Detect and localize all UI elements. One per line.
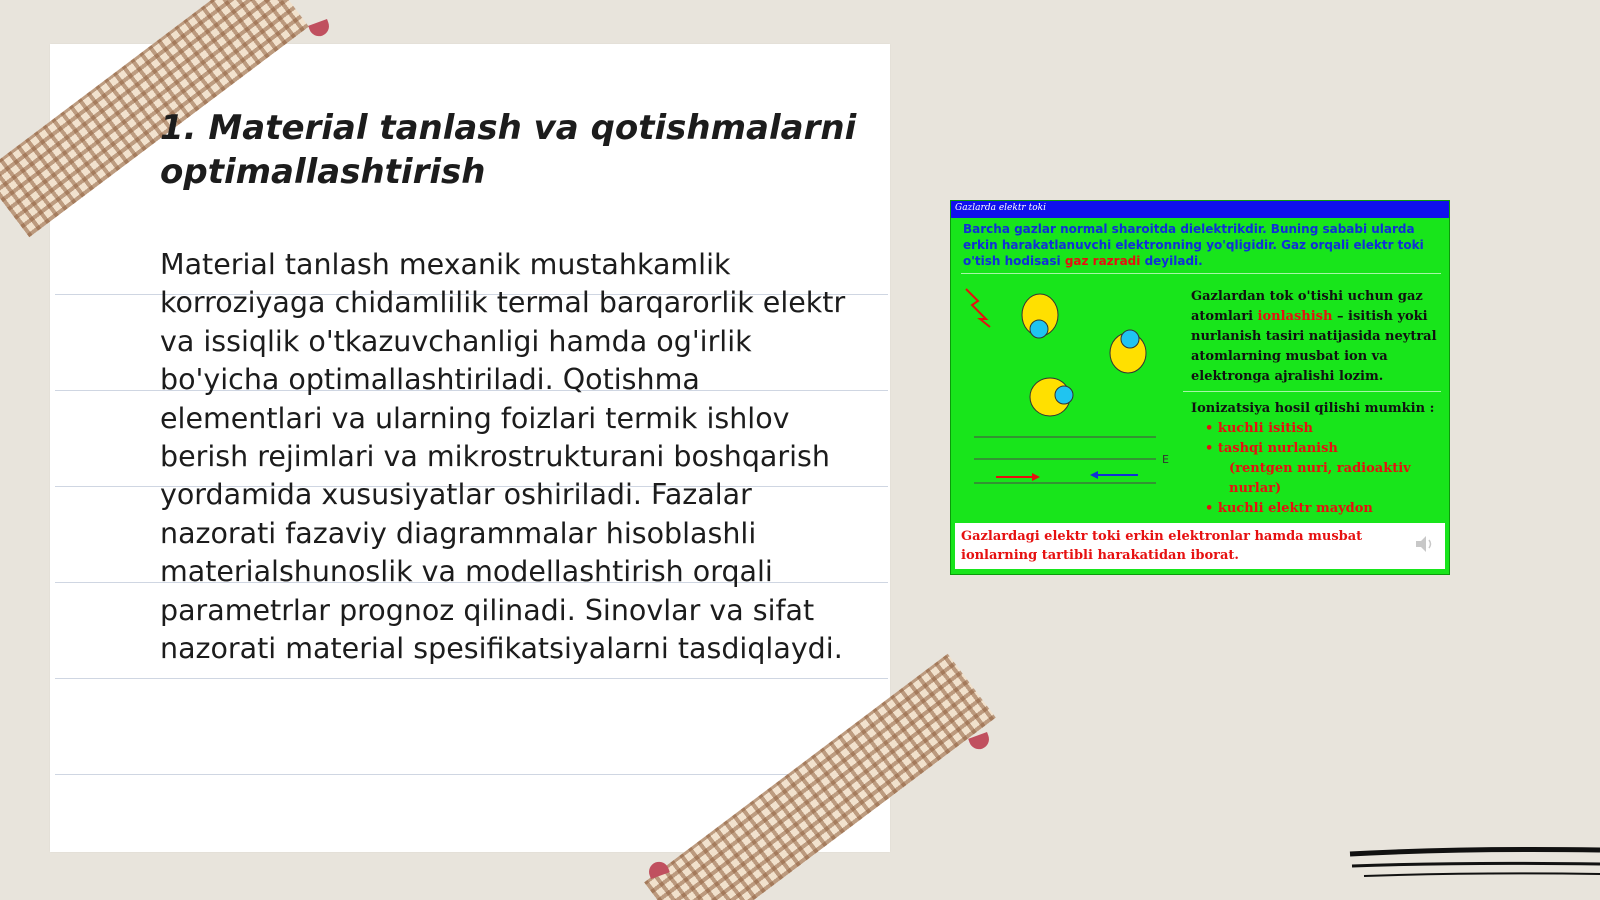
ion-atom [1022, 294, 1058, 338]
figure-intro [963, 221, 1441, 269]
ionization-list [1191, 419, 1443, 519]
field-label: E [1162, 453, 1169, 466]
figure-footer-text: Gazlardagi elektr toki erkin elektronlar hamda musbat ionlarning tartibli harakatidan iborat. [961, 529, 1363, 563]
figure-intro-highlight: gaz razradi [1064, 254, 1141, 268]
electron-arrow [996, 473, 1040, 481]
paper-rule [55, 678, 888, 679]
ionization-sources [1191, 399, 1443, 519]
figure-footer [955, 523, 1445, 569]
figure-header: Gazlarda elektr toki [951, 201, 1449, 218]
slide-body-text: Material tanlash mexanik mustahkamlik korroziyaga chidamlilik termal barqarorlik elektr va issiqlik o'tkazuvchanligi hamda og'irlik bo'yicha optimallashtiriladi. Qotishma elementlari va ularning foizlari termik ishlov berish rejimlari va mikrostrukturani boshqarish yordamida xususiyatlar oshiriladi. Fazalar nazorati fazaviy diagrammalar hisoblashli materialshunoslik va modellashtirish orqali parametrlar prognoz qilinadi. Sinovlar va sifat nazorati material spesifikatsiyalarni tasdiqlaydi. [160, 248, 846, 666]
ionization-sources-title: Ionizatsiya hosil qilishi mumkin : [1191, 401, 1435, 416]
gas-discharge-figure [950, 200, 1450, 575]
list-item: • kuchli isitish [1205, 419, 1443, 439]
pin-decoration [308, 19, 332, 39]
ionization-explanation [1191, 287, 1443, 387]
ionization-highlight: ionlashish [1257, 309, 1333, 324]
ion-atom [1110, 330, 1146, 373]
ionization-text-tail: – isitish yoki nurlanish tasiri natijasida neytral atomlarning musbat ion va elektronga ajralishi lozim. [1191, 309, 1437, 384]
ionization-text: Gazlardan tok o'tishi uchun gaz atomlari [1191, 289, 1423, 324]
figure-intro-tail: deyiladi. [1144, 254, 1203, 268]
list-item-note: (rentgen nuri, radioaktiv nurlar) [1229, 461, 1411, 496]
lightning-icon [966, 289, 990, 327]
brush-stroke-decoration [1340, 840, 1600, 890]
ion-atom [1030, 378, 1073, 416]
figure-divider [961, 273, 1441, 274]
paper-rule [55, 774, 888, 775]
ion-arrow [1090, 471, 1138, 479]
figure-divider [1183, 391, 1441, 392]
slide-title: 1. Material tanlash va qotishmalarni optimallashtirish [160, 108, 857, 192]
ion-diagram [956, 279, 1176, 519]
list-item: • kuchli elektr maydon [1205, 499, 1443, 519]
figure-intro-text: Barcha gazlar normal sharoitda dielektrikdir. Buning sababi ularda erkin harakatlanuvchi elektronning yo'qligidir. Gaz orqali elektr toki o'tish hodisasi [963, 222, 1424, 268]
list-item: • tashqi nurlanish [1205, 439, 1443, 459]
speaker-icon[interactable] [1413, 533, 1435, 555]
